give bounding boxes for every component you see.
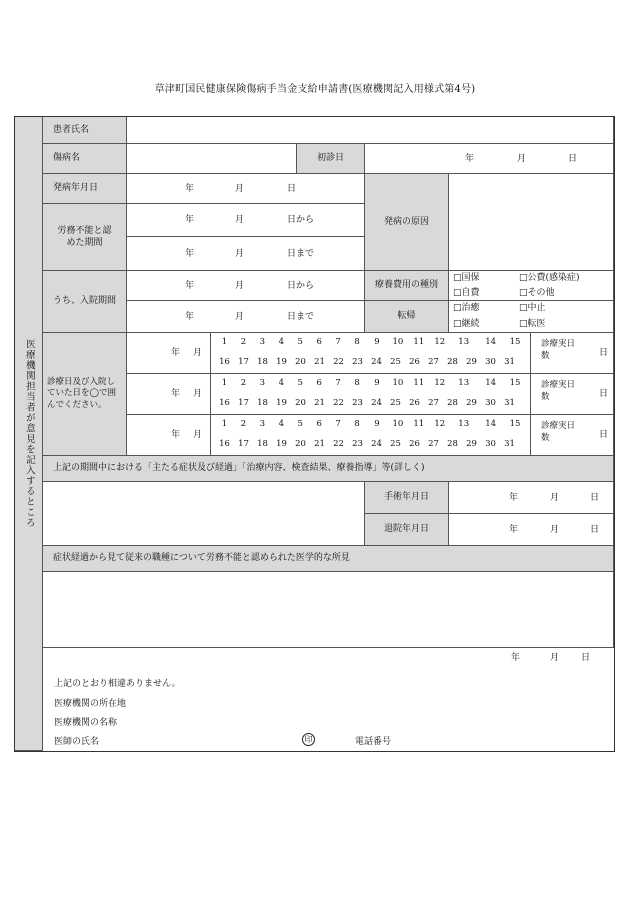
day-23[interactable]: 23 [352,439,363,449]
cost-checkbox-other[interactable]: □その他 [519,288,555,298]
day-31[interactable]: 31 [504,398,515,408]
treatment-days-label-3: 診療実日数 [541,421,576,443]
day-27[interactable]: 27 [428,357,439,367]
cert-day: 日 [581,653,591,663]
day-20[interactable]: 20 [295,398,306,408]
surgery-date-label: 手術年月日 [365,482,449,514]
month-cell-3[interactable] [127,415,211,456]
treatment-days-label-1: 診療実日数 [541,339,576,361]
day-7[interactable]: 7 [335,337,341,347]
treatment-days-unit-2: 日 [599,389,609,399]
cost-type-options [449,271,614,301]
day-5[interactable]: 5 [297,378,303,388]
day-19[interactable]: 19 [276,357,287,367]
month-1-month: 月 [193,348,203,358]
day-21[interactable]: 21 [314,357,325,367]
day-6[interactable]: 6 [316,337,322,347]
day-2[interactable]: 2 [240,337,247,347]
month-2-month: 月 [193,389,203,399]
cert-month: 月 [550,653,560,663]
day-13[interactable]: 13 [458,419,470,429]
day-10[interactable]: 10 [392,337,404,347]
month-2-year: 年 [171,389,181,399]
day-14[interactable]: 14 [485,419,497,429]
treatment-days-unit-3: 日 [599,430,609,440]
outcome-checkbox-stopped[interactable]: □中止 [519,303,546,313]
onset-day: 日 [287,184,297,194]
hospital-period-label: うち、入院期間 [43,271,127,333]
hospital-from-day: 日から [287,281,315,291]
incapacity-from-day: 日から [287,215,315,225]
day-19[interactable]: 19 [276,398,287,408]
day-23[interactable]: 23 [352,398,363,408]
day-27[interactable]: 27 [428,398,439,408]
first-visit-month: 月 [517,154,527,164]
day-29[interactable]: 29 [466,357,477,367]
surgery-month: 月 [550,493,560,503]
month-1-year: 年 [171,348,181,358]
day-16[interactable]: 16 [219,398,230,408]
day-14[interactable]: 14 [485,337,497,347]
cost-type-label: 療養費用の種別 [365,271,449,301]
incapacity-from-month: 月 [235,215,245,225]
day-26[interactable]: 26 [409,357,420,367]
day-12[interactable]: 12 [434,378,446,388]
day-26[interactable]: 26 [409,439,420,449]
cost-checkbox-kokuho[interactable]: □国保 [453,273,480,283]
month-cell-2[interactable] [127,374,211,415]
day-15[interactable]: 15 [509,378,521,388]
first-visit-field[interactable] [365,144,614,174]
discharge-year: 年 [509,525,519,535]
facility-name-label: 医療機関の名称 [54,718,118,728]
day-30[interactable]: 30 [485,357,496,367]
discharge-month: 月 [550,525,560,535]
month-3-year: 年 [171,430,181,440]
cert-year: 年 [511,653,521,663]
month-cell-1[interactable] [127,333,211,374]
day-10[interactable]: 10 [392,378,404,388]
treatment-days-label-2: 診療実日数 [541,380,576,402]
day-row-2a [215,378,526,389]
day-28[interactable]: 28 [447,357,458,367]
patient-name-label: 患者氏名 [43,117,127,144]
day-5[interactable]: 5 [297,419,303,429]
day-22[interactable]: 22 [333,439,344,449]
day-row-2b [215,398,526,409]
day-3[interactable]: 3 [259,378,266,388]
day-8[interactable]: 8 [354,378,360,388]
day-grid-1[interactable] [211,333,531,374]
day-1[interactable]: 1 [221,419,228,429]
hospital-from-year: 年 [185,281,195,291]
discharge-date-label: 退院年月日 [365,514,449,546]
onset-date-label: 発病年月日 [43,174,127,204]
day-19[interactable]: 19 [276,439,287,449]
day-10[interactable]: 10 [392,419,404,429]
first-visit-year: 年 [465,154,475,164]
outcome-checkbox-transferred[interactable]: □転医 [519,319,546,329]
hospital-from-field[interactable] [127,271,365,301]
day-26[interactable]: 26 [409,398,420,408]
treatment-days-1[interactable] [531,333,614,374]
first-visit-label: 初診日 [297,144,365,174]
day-row-1a [215,337,526,348]
day-15[interactable]: 15 [509,419,521,429]
onset-month: 月 [235,184,245,194]
cost-checkbox-public[interactable]: □公費(感染症) [519,273,580,283]
visit-days-label: 診療日及び入院していた日を◯で囲んでください。 [43,333,127,456]
outcome-label: 転帰 [365,301,449,333]
incapacity-to-year: 年 [185,249,195,259]
day-17[interactable]: 17 [238,439,249,449]
hospital-to-year: 年 [185,312,195,322]
day-row-3b [215,439,526,450]
day-9[interactable]: 9 [374,337,380,347]
day-7[interactable]: 7 [335,378,341,388]
day-4[interactable]: 4 [278,337,284,347]
day-8[interactable]: 8 [354,419,360,429]
day-1[interactable]: 1 [221,337,228,347]
day-9[interactable]: 9 [374,419,380,429]
day-1[interactable]: 1 [221,378,228,388]
day-3[interactable]: 3 [259,337,266,347]
phone-label: 電話番号 [355,737,392,747]
onset-year: 年 [185,184,195,194]
day-16[interactable]: 16 [219,357,230,367]
day-24[interactable]: 24 [371,398,382,408]
month-3-month: 月 [193,430,203,440]
symptoms-field[interactable] [43,482,365,546]
day-30[interactable]: 30 [485,398,496,408]
disease-name-label: 傷病名 [43,144,127,174]
day-30[interactable]: 30 [485,439,496,449]
day-29[interactable]: 29 [466,439,477,449]
day-11[interactable]: 11 [413,419,425,429]
opinion-field[interactable] [43,572,614,648]
day-22[interactable]: 22 [333,398,344,408]
outcome-checkbox-continuing[interactable]: □継続 [453,319,480,329]
day-31[interactable]: 31 [504,439,515,449]
day-25[interactable]: 25 [390,357,401,367]
day-24[interactable]: 24 [371,439,382,449]
day-row-3a [215,419,526,430]
day-5[interactable]: 5 [297,337,303,347]
seal-icon: 印 [302,733,315,746]
hospital-to-month: 月 [235,312,245,322]
day-3[interactable]: 3 [259,419,266,429]
side-label: 医療機関担当者が意見を記入するところ [15,117,43,751]
day-8[interactable]: 8 [354,337,360,347]
day-13[interactable]: 13 [458,337,470,347]
day-grid-2[interactable] [211,374,531,415]
incapacity-to-day: 日まで [287,249,315,259]
day-4[interactable]: 4 [278,419,284,429]
first-visit-day: 日 [568,154,578,164]
day-16[interactable]: 16 [219,439,230,449]
treatment-days-3[interactable] [531,415,614,456]
discharge-date-field[interactable] [449,514,614,546]
day-6[interactable]: 6 [316,419,322,429]
incapacity-from-field[interactable] [127,204,365,237]
outcome-options [449,301,614,333]
day-14[interactable]: 14 [485,378,497,388]
cause-label: 発病の原因 [365,174,449,271]
form-title: 草津町国民健康保険傷病手当金支給申請書(医療機関記入用様式第4号) [154,84,476,95]
surgery-year: 年 [509,493,519,503]
onset-date-field[interactable] [127,174,365,204]
day-2[interactable]: 2 [240,419,247,429]
facility-address-label: 医療機関の所在地 [54,699,127,709]
day-2[interactable]: 2 [240,378,247,388]
day-31[interactable]: 31 [504,357,515,367]
day-12[interactable]: 12 [434,337,446,347]
outcome-checkbox-cured[interactable]: □治癒 [453,303,480,313]
day-25[interactable]: 25 [390,439,401,449]
opinion-header: 症状経過から見て従来の職種について労務不能と認められた医学的な所見 [43,546,614,572]
day-13[interactable]: 13 [458,378,470,388]
day-17[interactable]: 17 [238,357,249,367]
day-18[interactable]: 18 [257,357,268,367]
day-23[interactable]: 23 [352,357,363,367]
hospital-to-day: 日まで [287,312,315,322]
day-11[interactable]: 11 [413,378,425,388]
disease-name-field[interactable] [127,144,297,174]
incapacity-to-field[interactable] [127,237,365,271]
day-11[interactable]: 11 [413,337,425,347]
treatment-days-2[interactable] [531,374,614,415]
certification-block [43,648,614,751]
day-18[interactable]: 18 [257,398,268,408]
day-29[interactable]: 29 [466,398,477,408]
hospital-to-field[interactable] [127,301,365,333]
day-9[interactable]: 9 [374,378,380,388]
day-24[interactable]: 24 [371,357,382,367]
discharge-day: 日 [590,525,600,535]
surgery-day: 日 [590,493,600,503]
day-row-1b [215,357,526,368]
day-18[interactable]: 18 [257,439,268,449]
day-grid-3[interactable] [211,415,531,456]
day-28[interactable]: 28 [447,439,458,449]
surgery-date-field[interactable] [449,482,614,514]
cause-field[interactable] [449,174,614,271]
symptoms-header: 上記の期間中における「主たる症状及び経過」「治療内容、検査結果、療養指導」等(詳しく) [43,456,614,482]
day-6[interactable]: 6 [316,378,322,388]
patient-name-field[interactable] [127,117,614,144]
cost-checkbox-self[interactable]: □自費 [453,288,480,298]
medical-form [14,116,615,752]
day-15[interactable]: 15 [509,337,521,347]
day-25[interactable]: 25 [390,398,401,408]
day-4[interactable]: 4 [278,378,284,388]
day-21[interactable]: 21 [314,398,325,408]
incapacity-to-month: 月 [235,249,245,259]
day-20[interactable]: 20 [295,439,306,449]
day-12[interactable]: 12 [434,419,446,429]
certify-statement: 上記のとおり相違ありません。 [54,679,181,689]
treatment-days-unit-1: 日 [599,348,609,358]
hospital-from-month: 月 [235,281,245,291]
day-7[interactable]: 7 [335,419,341,429]
day-22[interactable]: 22 [333,357,344,367]
incapacity-from-year: 年 [185,215,195,225]
day-20[interactable]: 20 [295,357,306,367]
day-27[interactable]: 27 [428,439,439,449]
work-incapacity-label: 労務不能と認めた期間 [43,204,127,271]
doctor-name-label: 医師の氏名 [54,737,100,747]
day-28[interactable]: 28 [447,398,458,408]
day-21[interactable]: 21 [314,439,325,449]
day-17[interactable]: 17 [238,398,249,408]
